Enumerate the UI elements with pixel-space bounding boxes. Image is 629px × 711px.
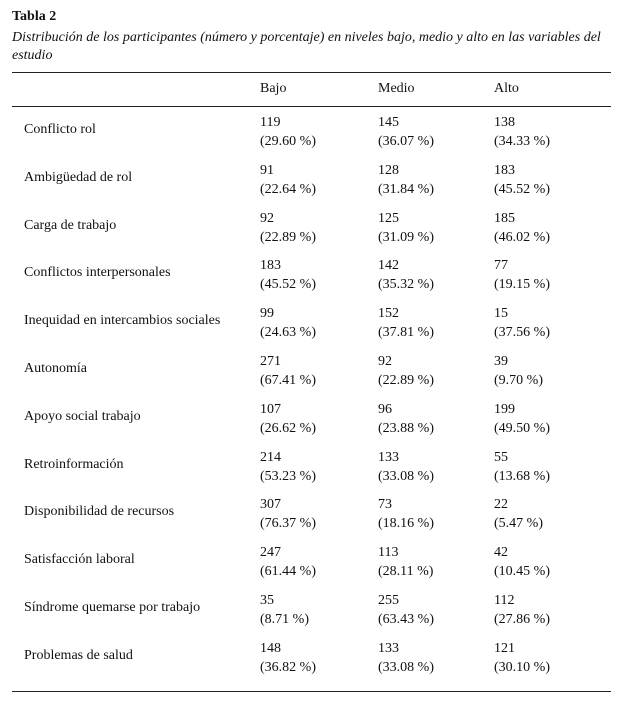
cell-count: 183 xyxy=(494,162,515,178)
cell-percentage: (49.50 %) xyxy=(494,420,550,436)
cell-alto xyxy=(494,448,550,486)
cell-count: 91 xyxy=(260,162,274,178)
cell-percentage: (35.32 %) xyxy=(378,277,434,293)
variable-label: Carga de trabajo xyxy=(24,217,117,233)
table-row xyxy=(0,495,629,541)
cell-count: 55 xyxy=(494,449,508,465)
cell-count: 307 xyxy=(260,497,281,513)
column-header-medio: Medio xyxy=(378,81,415,96)
cell-alto xyxy=(494,352,543,390)
cell-percentage: (63.43 %) xyxy=(378,612,434,627)
cell-percentage: (67.41 %) xyxy=(260,373,316,388)
cell-percentage: (18.16 %) xyxy=(378,516,434,532)
cell-percentage: (37.56 %) xyxy=(494,325,550,341)
table-row xyxy=(0,304,629,350)
cell-percentage: (46.02 %) xyxy=(494,229,550,245)
cell-bajo xyxy=(260,209,316,247)
cell-percentage: (45.52 %) xyxy=(494,181,550,197)
table-row xyxy=(0,639,629,685)
cell-medio xyxy=(378,639,434,677)
cell-bajo xyxy=(260,400,316,438)
cell-percentage: (33.08 %) xyxy=(378,659,434,675)
cell-percentage: (23.88 %) xyxy=(378,420,434,436)
cell-count: 22 xyxy=(494,497,508,513)
cell-medio xyxy=(378,113,434,151)
cell-count: 128 xyxy=(378,162,399,178)
cell-count: 199 xyxy=(494,401,515,417)
cell-count: 92 xyxy=(378,354,392,369)
cell-bajo xyxy=(260,352,316,390)
cell-count: 152 xyxy=(378,306,399,322)
cell-medio xyxy=(378,495,434,533)
cell-count: 145 xyxy=(378,115,399,130)
cell-alto xyxy=(494,304,550,342)
cell-count: 214 xyxy=(260,449,281,465)
cell-alto xyxy=(494,256,550,294)
cell-bajo xyxy=(260,113,316,151)
variable-label: Retroinformación xyxy=(24,456,124,472)
cell-percentage: (19.15 %) xyxy=(494,277,550,293)
cell-count: 35 xyxy=(260,593,274,608)
table-label: Tabla 2 xyxy=(12,9,57,24)
variable-label: Autonomía xyxy=(24,361,87,376)
variable-label: Conflictos interpersonales xyxy=(24,265,171,281)
table-row xyxy=(0,448,629,494)
variable-label: Síndrome quemarse por trabajo xyxy=(24,600,201,615)
bottom-rule xyxy=(12,691,611,692)
cell-alto xyxy=(494,113,550,151)
cell-percentage: (31.84 %) xyxy=(378,181,434,197)
cell-count: 142 xyxy=(378,258,399,274)
cell-percentage: (27.86 %) xyxy=(494,612,550,627)
cell-medio xyxy=(378,352,434,390)
cell-count: 99 xyxy=(260,306,274,322)
table-row xyxy=(0,113,629,159)
top-rule xyxy=(12,72,611,73)
cell-bajo xyxy=(260,495,316,533)
cell-alto xyxy=(494,495,543,533)
cell-percentage: (13.68 %) xyxy=(494,468,550,484)
cell-percentage: (30.10 %) xyxy=(494,659,550,675)
variable-label: Inequidad en intercambios sociales xyxy=(24,313,221,329)
cell-percentage: (76.37 %) xyxy=(260,516,316,532)
cell-count: 112 xyxy=(494,593,515,608)
cell-bajo xyxy=(260,639,316,677)
cell-bajo xyxy=(260,304,316,342)
cell-percentage: (53.23 %) xyxy=(260,468,316,484)
cell-count: 42 xyxy=(494,545,508,561)
cell-medio xyxy=(378,448,434,486)
cell-percentage: (9.70 %) xyxy=(494,373,543,388)
cell-count: 255 xyxy=(378,593,399,608)
cell-count: 119 xyxy=(260,115,281,130)
cell-percentage: (45.52 %) xyxy=(260,277,316,293)
table-caption: Distribución de los participantes (número y porcentaje) en niveles bajo, medio y alto en las variables del estudio xyxy=(12,30,601,63)
table-row xyxy=(0,543,629,589)
variable-label: Problemas de salud xyxy=(24,647,133,663)
cell-count: 148 xyxy=(260,640,281,656)
cell-percentage: (34.33 %) xyxy=(494,134,550,149)
cell-bajo xyxy=(260,256,316,294)
variable-label: Satisfacción laboral xyxy=(24,552,135,568)
cell-percentage: (33.08 %) xyxy=(378,468,434,484)
cell-bajo xyxy=(260,448,316,486)
cell-percentage: (22.89 %) xyxy=(260,229,316,245)
cell-alto xyxy=(494,543,550,581)
table-row xyxy=(0,591,629,637)
cell-count: 133 xyxy=(378,449,399,465)
cell-count: 92 xyxy=(260,210,274,226)
cell-bajo xyxy=(260,543,316,581)
cell-medio xyxy=(378,591,434,629)
cell-alto xyxy=(494,591,550,629)
cell-percentage: (22.64 %) xyxy=(260,181,316,197)
variable-label: Apoyo social trabajo xyxy=(24,408,141,424)
cell-bajo xyxy=(260,591,309,629)
variable-label: Conflicto rol xyxy=(24,122,96,137)
cell-count: 121 xyxy=(494,640,515,656)
cell-count: 73 xyxy=(378,497,392,513)
header-rule xyxy=(12,106,611,107)
cell-percentage: (36.82 %) xyxy=(260,659,316,675)
cell-count: 96 xyxy=(378,401,392,417)
cell-count: 113 xyxy=(378,545,399,561)
cell-count: 77 xyxy=(494,258,508,274)
cell-medio xyxy=(378,256,434,294)
table-row xyxy=(0,209,629,255)
cell-medio xyxy=(378,161,434,199)
cell-alto xyxy=(494,161,550,199)
cell-percentage: (5.47 %) xyxy=(494,516,543,532)
cell-percentage: (28.11 %) xyxy=(378,564,434,580)
table-row xyxy=(0,161,629,207)
cell-count: 39 xyxy=(494,354,508,369)
column-header-bajo: Bajo xyxy=(260,81,287,96)
cell-percentage: (37.81 %) xyxy=(378,325,434,341)
cell-count: 247 xyxy=(260,545,281,561)
table-row xyxy=(0,256,629,302)
cell-count: 271 xyxy=(260,354,281,369)
cell-bajo xyxy=(260,161,316,199)
cell-percentage: (10.45 %) xyxy=(494,564,550,580)
cell-percentage: (26.62 %) xyxy=(260,420,316,436)
cell-count: 15 xyxy=(494,306,508,322)
cell-percentage: (61.44 %) xyxy=(260,564,316,580)
cell-alto xyxy=(494,639,550,677)
cell-percentage: (36.07 %) xyxy=(378,134,434,149)
variable-label: Ambigüedad de rol xyxy=(24,169,133,185)
cell-medio xyxy=(378,400,434,438)
column-header-alto: Alto xyxy=(494,81,519,96)
cell-medio xyxy=(378,304,434,342)
cell-count: 107 xyxy=(260,401,281,417)
cell-alto xyxy=(494,209,550,247)
cell-percentage: (8.71 %) xyxy=(260,612,309,627)
cell-percentage: (22.89 %) xyxy=(378,373,434,388)
cell-count: 133 xyxy=(378,640,399,656)
variable-label: Disponibilidad de recursos xyxy=(24,504,175,520)
cell-percentage: (31.09 %) xyxy=(378,229,434,245)
cell-percentage: (29.60 %) xyxy=(260,134,316,149)
cell-medio xyxy=(378,543,433,581)
cell-alto xyxy=(494,400,550,438)
cell-percentage: (24.63 %) xyxy=(260,325,316,341)
cell-count: 183 xyxy=(260,258,281,274)
cell-medio xyxy=(378,209,434,247)
cell-count: 185 xyxy=(494,210,515,226)
cell-count: 125 xyxy=(378,210,399,226)
table-row xyxy=(0,352,629,398)
table-row xyxy=(0,400,629,446)
cell-count: 138 xyxy=(494,115,515,130)
